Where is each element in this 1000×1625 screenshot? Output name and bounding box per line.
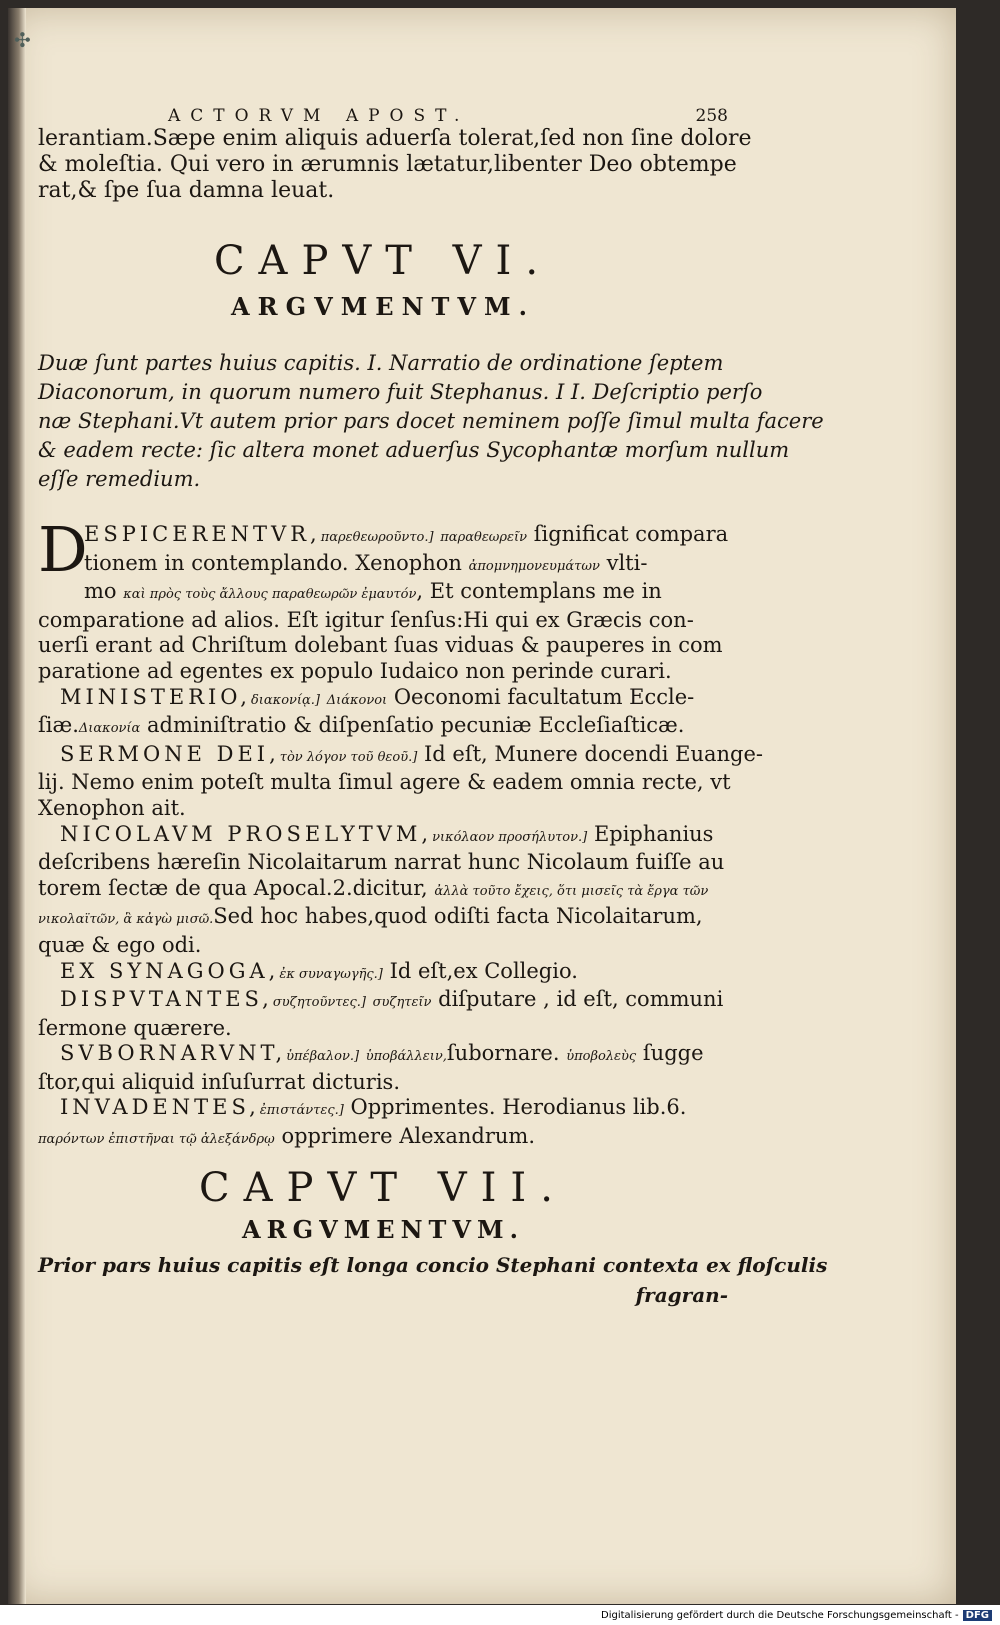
commentary-subornarunt [38,1041,728,1095]
greek-word: συζητεῖν [372,995,432,1011]
lemma: SERMONE DEI, [60,741,280,766]
commentary-text: vlti- [606,550,648,575]
argument-line: eſſe remedium. [38,467,201,491]
commentary-line [38,685,728,714]
lemma: INVADENTES, [60,1095,260,1120]
commentary-invadentes [38,1095,728,1152]
commentary-line [38,551,728,580]
commentary-text: Id eſt, Munere docendi Euange- [424,741,764,766]
commentary-line: paratione ad egentes ex populo Iudaico non perinde curari. [38,658,672,683]
commentary-line [38,713,728,742]
digitization-footer [0,1605,1000,1625]
commentary-text: torem ſectæ de qua Apocal.2.dicitur, [38,875,428,900]
commentary-text: diſputare , id eſt, communi [438,987,724,1012]
page-text [38,106,828,1310]
argument-line: Duæ ſunt partes huius capitis. I. Narratio de ordinatione ſeptem [38,351,724,375]
commentary-line: uerſi erant ad Chriſtum dolebant ſuas viduas & pauperes in com [38,633,723,658]
opening-line: & moleſtia. Qui vero in ærumnis lætatur,libenter Deo obtempe [38,152,737,177]
greek-word: Διακονία [78,721,141,737]
lemma: MINISTERIO, [60,684,251,709]
commentary-line: ſermone quærere. [38,1015,232,1040]
commentary-text: Epiphanius [593,821,714,846]
commentary-sermone [38,741,764,822]
running-head-title: ACTORVM APOST. [168,106,470,126]
footer-text: Digitalisierung gefördert durch die Deutsche Forschungsgemeinschaft - [601,1609,959,1621]
greek-phrase: ἀλλὰ τοῦτο ἔχεις, ὅτι μισεῖς τὰ ἔργα τῶν [434,883,709,899]
chapter-heading-vii: CAPVT VII. [199,1164,567,1211]
argumentum-heading: ARGVMENTVM. [231,292,535,321]
book-spine-edge [8,8,26,1604]
commentary-line [38,1041,728,1070]
opening-line: rat,& ſpe ſua damna leuat. [38,178,335,203]
argument-line: Prior pars huius capitis eſt longa concio Stephani contexta ex floſculis [38,1252,828,1277]
commentary-line [38,987,728,1016]
catchword: fragran- [635,1282,728,1307]
commentary-nicolaum [38,822,728,959]
commentary-despicerentur [38,513,729,685]
greek-lemma: συζητοῦντες.] [272,995,366,1011]
greek-lemma: διακονίᾳ.] [250,692,321,708]
drop-capital: D [38,513,88,586]
commentary-text: mo [84,579,117,604]
commentary-line [38,1095,728,1124]
commentary-text: Sed hoc habes,quod odiſti facta Nicolaitarum, [213,904,703,929]
opening-line: lerantiam.Sæpe enim aliquis aduerſa tolerat,ſed non ſine dolore [38,126,752,151]
page-number: 258 [695,106,728,126]
commentary-line [38,579,728,608]
commentary-line: Xenophon ait. [38,795,186,820]
chapter-heading-vi: CAPVT VI. [213,238,553,284]
argumentum-heading: ARGVMENTVM. [242,1214,524,1244]
commentary-text: opprimere Alexandrum. [281,1124,535,1149]
greek-word: Διάκονοι [326,692,388,708]
greek-lemma: ἐπιστάντες.] [259,1103,344,1119]
commentary-disputantes [38,987,728,1041]
commentary-synagoga [38,959,728,988]
greek-word: ὑποβολεὺς [566,1049,637,1065]
commentary-line [38,822,728,851]
commentary-line [38,876,728,905]
commentary-line [38,904,728,933]
commentary-line [38,741,764,771]
greek-phrase: παρόντων ἐπιστῆναι τῷ ἀλεξάνδρῳ [38,1132,275,1148]
lemma: DISPVTANTES, [60,987,273,1012]
argument-line: Diaconorum, in quorum numero fuit Stephanus. I I. Deſcriptio perſo [38,380,763,404]
greek-phrase: καὶ πρὸς τοὺς ἄλλους παραθεωρῶν ἐμαυτόν [123,587,417,603]
greek-phrase: νικολαϊτῶν, ἃ κἀγὼ μισῶ. [38,912,214,928]
running-head [168,106,728,126]
greek-lemma: νικόλαον προσήλυτον.] [432,829,588,845]
commentary-line: comparatione ad alios. Eſt igitur ſenſus:Hi qui ex Græcis con- [38,607,694,632]
commentary-line [38,522,728,551]
greek-lemma: παρεθεωροῦντο.] [320,530,434,545]
greek-lemma: ἐκ συναγωγῆς.] [279,966,383,982]
lemma: ESPICERENTVR, [84,522,321,546]
lemma: NICOLAVM PROSELYTVM, [60,821,433,846]
commentary-text: tionem in contemplando. Xenophon [84,550,462,575]
greek-lemma: τὸν λόγον τοῦ θεοῦ.] [279,749,418,765]
greek-word: ἀπομνημονευμάτων [468,558,600,574]
commentary-text: Oeconomi facultatum Eccle- [393,684,695,709]
commentary-text: Opprimentes. Herodianus lib.6. [350,1095,687,1120]
commentary-text: adminiſtratio & diſpenſatio pecuniæ Eccleſiaſticæ. [147,713,685,738]
commentary-line: ſtor,qui aliquid inſuſurrat dicturis. [38,1069,401,1094]
greek-word: παραθεωρεῖν [440,530,528,545]
commentary-line [38,1124,728,1153]
scanned-page [8,8,956,1604]
lemma: EX SYNAGOGA, [60,958,280,983]
commentary-ministerio [38,685,728,742]
commentary-line: quæ & ego odi. [38,932,202,957]
lemma: SVBORNARVNT, [60,1041,287,1066]
argument-line: næ Stephani.Vt autem prior pars docet neminem poſſe ſimul multa facere [38,409,824,433]
commentary-text: ſugge [642,1041,704,1066]
commentary-text: ſignificat compara [533,522,729,546]
greek-lemma: ὑπέβαλον.] [286,1049,360,1065]
commentary-line: deſcribens hæreſin Nicolaitarum narrat hunc Nicolaum fuiſſe au [38,850,725,875]
dfg-logo: DFG [963,1610,992,1621]
commentary-text: ſubornare. [446,1041,560,1066]
commentary-line [38,959,728,988]
commentary-text: , Et contemplans me in [416,579,662,604]
commentary-line: lij. Nemo enim poteſt multa ſimul agere & eadem omnia recte, vt [38,770,731,795]
corner-ornament-icon: ✣ [14,28,31,52]
greek-word: ὑποβάλλειν, [365,1049,447,1065]
commentary-text: ſiæ. [38,713,79,738]
commentary-text: Id eſt,ex Collegio. [389,958,578,983]
argument-line: & eadem recte: ſic altera monet aduerſus Sycophantæ morſum nullum [38,438,790,462]
